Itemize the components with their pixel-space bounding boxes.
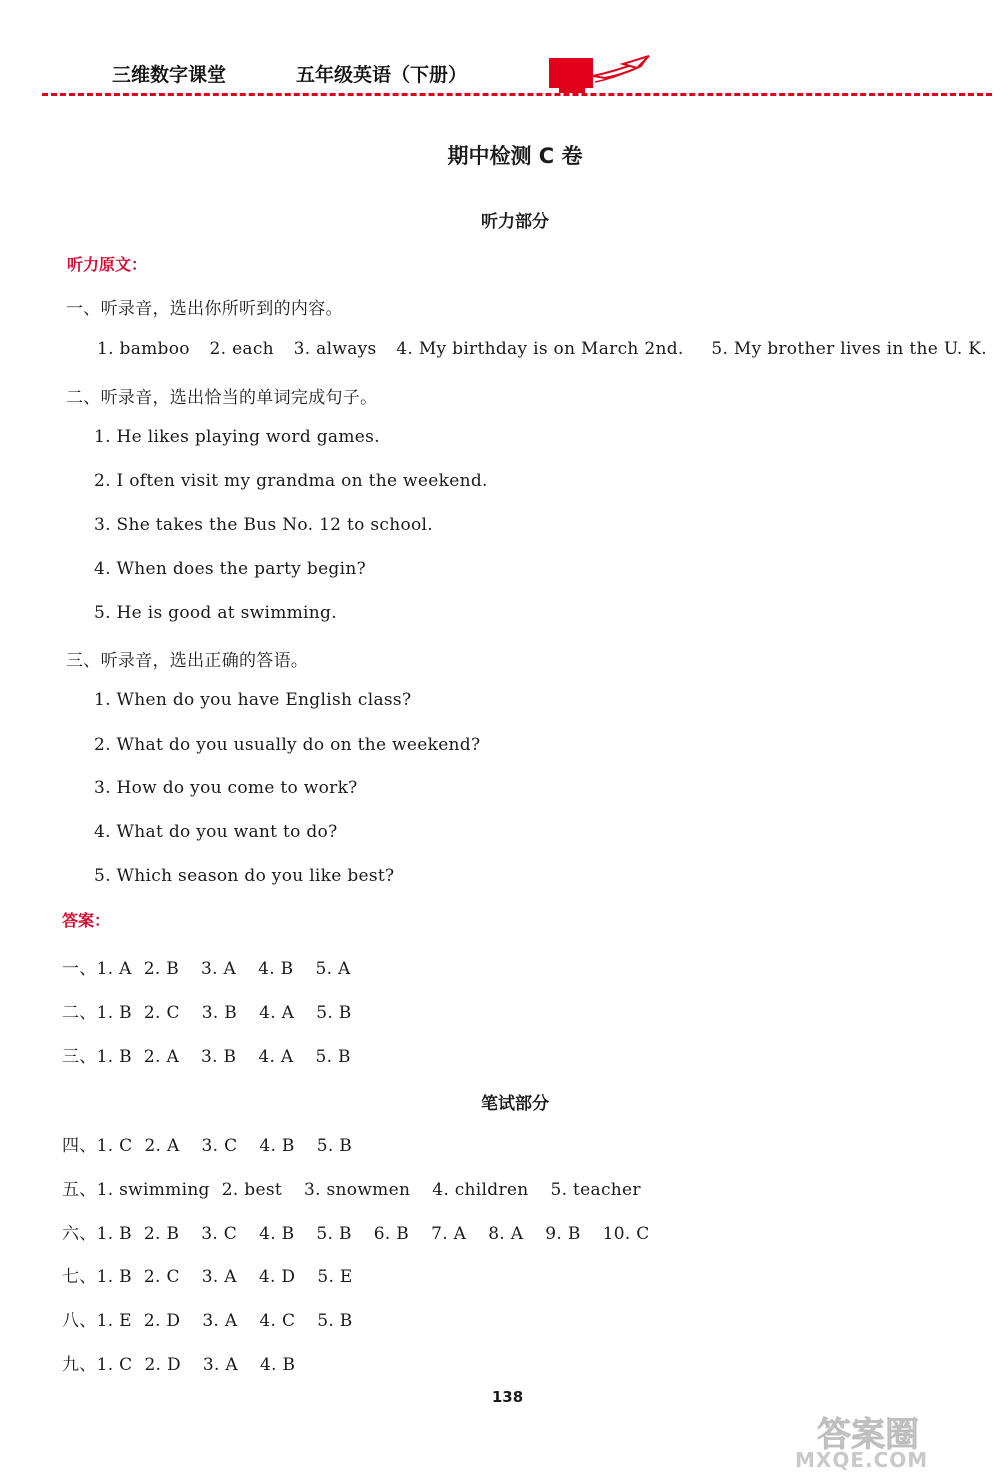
answer-item: 3. B [201,1047,237,1067]
answer-item: 5. E [317,1267,353,1287]
answer-item: 8. A [488,1224,524,1244]
answer-row [62,1262,375,1287]
q3-item: 4. What do you want to do? [94,822,338,842]
answer-item: 三、1. B [62,1047,132,1067]
answer-item: 3. A [202,1311,238,1331]
answer-item: 五、1. swimming [62,1180,210,1200]
answer-row [62,1219,672,1244]
answer-item: 5. B [316,1003,352,1023]
answer-item: 4. B [258,959,294,979]
q3-item: 5. Which season do you like best? [94,866,395,886]
book-title: 五年级英语（下册） [296,64,468,86]
answer-row [62,998,374,1023]
answer-item: 4. B [260,1355,296,1375]
q1-item: 2. each [209,339,274,359]
answer-item: 4. D [258,1267,296,1287]
q2-item: 1. He likes playing word games. [94,427,380,447]
answer-item: 2. A [143,1047,180,1067]
q2-heading: 二、听录音，选出恰当的单词完成句子。 [66,388,378,408]
answer-item: 2. D [143,1311,181,1331]
answer-row [62,954,373,979]
answer-item: 4. B [259,1224,295,1244]
page-number: 138 [491,1388,524,1406]
header-divider [42,93,992,96]
answer-item: 八、1. E [62,1311,132,1331]
answer-item: 4. A [258,1047,294,1067]
answer-item: 4. A [259,1003,295,1023]
page-header [0,0,1000,100]
answer-row [62,1306,375,1331]
q3-item: 2. What do you usually do on the weekend? [94,735,481,755]
answer-item: 5. B [315,1047,351,1067]
q1-items-row [97,339,987,359]
answer-item: 7. A [431,1224,467,1244]
answer-item: 七、1. B [62,1267,132,1287]
answer-item: 2. A [144,1136,180,1156]
q2-item: 5. He is good at swimming. [94,603,337,623]
series-title: 三维数字课堂 [112,64,227,86]
answer-item: 6. B [373,1224,410,1244]
answer-item: 2. C [143,1267,180,1287]
listening-section-title: 听力部分 [481,212,549,232]
q1-item: 3. always [293,339,377,359]
answer-item: 3. A [201,1267,237,1287]
page-title: 期中检测 C 卷 [447,144,583,168]
answer-item: 5. teacher [550,1180,641,1200]
answer-item: 2. best [221,1180,282,1200]
q1-item: 1. bamboo [97,339,190,359]
answer-row [62,1131,374,1156]
q2-item: 2. I often visit my grandma on the weekend. [94,471,488,491]
answer-item: 2. B [143,959,180,979]
answers-label: 答案： [62,911,111,930]
answer-item: 3. A [201,959,237,979]
answer-item: 四、1. C [62,1136,133,1156]
written-section-title: 笔试部分 [481,1094,549,1114]
q3-heading: 三、听录音，选出正确的答语。 [66,651,309,671]
answer-item: 3. A [202,1355,239,1375]
answer-item: 2. C [143,1003,180,1023]
q3-item: 1. When do you have English class? [94,690,412,710]
q2-item: 3. She takes the Bus No. 12 to school. [94,515,433,535]
watermark-logo-text: 答案圈 [817,1415,919,1455]
answer-item: 4. children [432,1180,529,1200]
answer-item: 二、1. B [62,1003,132,1023]
answer-row [62,1042,373,1067]
answer-row [62,1350,317,1375]
q3-item: 3. How do you come to work? [94,778,358,798]
transcript-label: 听力原文： [67,255,148,274]
q2-item: 4. When does the party begin? [94,559,367,579]
answer-item: 3. C [201,1136,238,1156]
answer-item: 4. B [259,1136,295,1156]
watermark-url: MXQE.COM [795,1448,929,1472]
rocket-icon [545,52,655,96]
answer-item: 5. B [316,1136,353,1156]
answer-item: 3. snowmen [303,1180,411,1200]
answer-item: 5. B [316,1224,352,1244]
answer-item: 9. B [545,1224,581,1244]
q1-item: 5. My brother lives in the U. K. [711,339,987,359]
answer-item: 3. B [201,1003,238,1023]
q1-heading: 一、听录音，选出你所听到的内容。 [66,299,343,319]
answer-item: 2. D [144,1355,181,1375]
answer-item: 3. C [201,1224,238,1244]
answer-item: 2. B [143,1224,180,1244]
answer-item: 九、1. C [62,1355,133,1375]
answer-item: 六、1. B [62,1224,132,1244]
answer-item: 5. B [317,1311,353,1331]
q1-item: 4. My birthday is on March 2nd. [396,339,684,359]
answer-row [62,1175,663,1200]
answer-item: 4. C [259,1311,296,1331]
answer-item: 5. A [315,959,351,979]
answer-item: 一、1. A [62,959,132,979]
answer-item: 10. C [602,1224,650,1244]
